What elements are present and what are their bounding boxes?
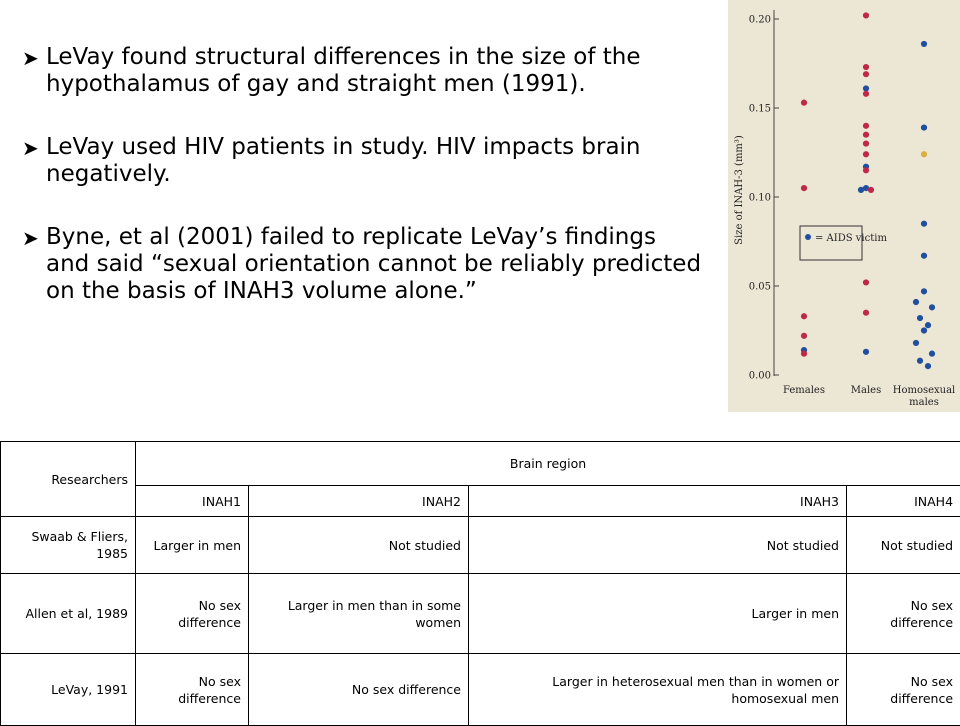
- data-point: [858, 187, 864, 193]
- data-point: [863, 12, 869, 18]
- x-category-label: males: [909, 397, 939, 408]
- researcher-cell: Swaab & Fliers, 1985: [1, 517, 136, 574]
- bullet-list: [22, 44, 702, 341]
- table-row: [1, 654, 960, 726]
- data-point: [863, 279, 869, 285]
- data-point: [929, 351, 935, 357]
- y-axis-label: Size of INAH-3 (mm³): [734, 135, 745, 245]
- table-cell: Not studied: [469, 517, 847, 574]
- data-point: [863, 132, 869, 138]
- table-cell: Larger in men: [136, 517, 249, 574]
- data-point: [863, 85, 869, 91]
- table-row: [1, 574, 960, 654]
- data-point: [863, 310, 869, 316]
- legend-label: = AIDS victim: [815, 233, 887, 244]
- column-header: INAH2: [249, 486, 469, 517]
- arrow-bullet-icon: ➤: [22, 44, 46, 72]
- data-point: [863, 71, 869, 77]
- y-tick-label: 0.10: [749, 193, 771, 204]
- y-tick-label: 0.05: [749, 282, 771, 293]
- arrow-bullet-icon: ➤: [22, 224, 46, 252]
- table-cell: No sex difference: [136, 574, 249, 654]
- bullet-text: LeVay found structural differences in the size of the hypothalamus of gay and straight men (1991).: [46, 44, 702, 98]
- column-header: INAH4: [847, 486, 960, 517]
- data-point: [921, 327, 927, 333]
- data-point: [801, 313, 807, 319]
- data-point: [921, 41, 927, 47]
- researcher-cell: LeVay, 1991: [1, 654, 136, 726]
- table-row: [1, 517, 960, 574]
- data-point: [863, 349, 869, 355]
- x-category-label: Homosexual: [893, 385, 956, 396]
- table-cell: Not studied: [847, 517, 960, 574]
- researcher-cell: Allen et al, 1989: [1, 574, 136, 654]
- arrow-bullet-icon: ➤: [22, 134, 46, 162]
- data-point: [921, 253, 927, 259]
- data-point: [917, 315, 923, 321]
- data-point: [863, 167, 869, 173]
- inah3-scatter-figure: [728, 0, 960, 412]
- data-point: [801, 333, 807, 339]
- column-header: INAH3: [469, 486, 847, 517]
- x-category-label: Males: [851, 385, 881, 396]
- bullet-text: LeVay used HIV patients in study. HIV impacts brain negatively.: [46, 134, 702, 188]
- data-point: [863, 64, 869, 70]
- y-tick-label: 0.00: [749, 371, 771, 382]
- data-point: [921, 124, 927, 130]
- data-point: [801, 351, 807, 357]
- bullet-text: Byne, et al (2001) failed to replicate LeVay’s findings and said “sexual orientation cannot be reliably predicted on the basis of INAH3 volume alone.”: [46, 224, 702, 305]
- brain-region-table: [0, 441, 960, 726]
- table-cell: Larger in heterosexual men than in women or homosexual men: [469, 654, 847, 726]
- data-point: [863, 91, 869, 97]
- y-tick-label: 0.15: [749, 104, 771, 115]
- data-point: [801, 100, 807, 106]
- data-point: [913, 299, 919, 305]
- data-point: [929, 304, 935, 310]
- data-point: [913, 340, 919, 346]
- bullet-item: [22, 224, 702, 305]
- data-point: [921, 221, 927, 227]
- data-point: [863, 123, 869, 129]
- table-cell: Not studied: [249, 517, 469, 574]
- table-cell: No sex difference: [136, 654, 249, 726]
- data-point: [863, 151, 869, 157]
- x-category-label: Females: [783, 385, 825, 396]
- table-cell: Larger in men than in some women: [249, 574, 469, 654]
- legend-marker: [805, 234, 811, 240]
- column-header: INAH1: [136, 486, 249, 517]
- data-point: [921, 288, 927, 294]
- table-header-row: [1, 442, 960, 486]
- table-cell: No sex difference: [847, 574, 960, 654]
- table-subheader-row: [1, 486, 960, 517]
- data-point: [868, 187, 874, 193]
- brain-region-table-container: [0, 441, 960, 720]
- y-tick-label: 0.20: [749, 15, 771, 26]
- data-point: [917, 358, 923, 364]
- researchers-header: Researchers: [1, 442, 136, 517]
- brain-region-header: Brain region: [136, 442, 960, 486]
- data-point: [925, 363, 931, 369]
- data-point: [921, 151, 927, 157]
- table-cell: Larger in men: [469, 574, 847, 654]
- data-point: [863, 141, 869, 147]
- scatter-chart: [728, 0, 960, 412]
- legend: [800, 226, 887, 260]
- table-cell: No sex difference: [847, 654, 960, 726]
- data-point: [801, 185, 807, 191]
- table-cell: No sex difference: [249, 654, 469, 726]
- data-point: [925, 322, 931, 328]
- bullet-item: [22, 44, 702, 98]
- bullet-item: [22, 134, 702, 188]
